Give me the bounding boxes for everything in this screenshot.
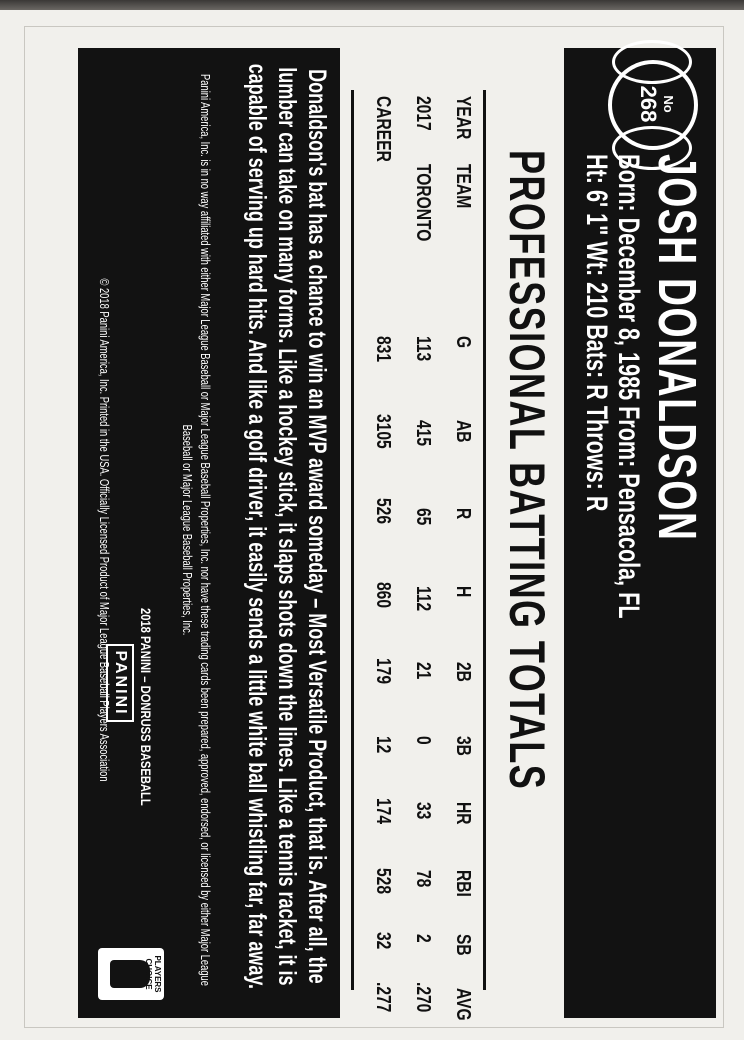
cell-sb: 32 [372, 932, 394, 950]
header-3b: 3B [452, 736, 474, 756]
baseball-icon [608, 60, 698, 150]
cell-sb: 2 [412, 934, 434, 943]
cell-hr: 174 [372, 798, 394, 825]
header-r: R [452, 508, 474, 520]
cell-year: CAREER [372, 96, 394, 162]
stats-row-2017 [402, 96, 442, 1013]
header-g: G [452, 336, 474, 349]
cell-2b: 21 [412, 662, 434, 680]
table-top-rule [483, 90, 486, 990]
ball-seam-left [612, 40, 692, 84]
cell-h: 112 [412, 586, 434, 612]
bio-line-2: Ht: 6' 1" Wt: 210 Bats: R Throws: R [580, 154, 613, 512]
header-year: YEAR [452, 96, 474, 140]
cell-2b: 179 [372, 658, 394, 685]
header-avg: AVG [452, 988, 474, 1021]
card-number-label: No [661, 95, 676, 113]
cell-r: 526 [372, 498, 394, 525]
cell-3b: 0 [412, 736, 434, 745]
header-sb: SB [452, 934, 474, 956]
header-hr: HR [452, 802, 474, 825]
card-number [638, 84, 678, 124]
mlbpa-logo [98, 948, 164, 1000]
cell-ab: 415 [412, 420, 434, 447]
mlbpa-logo-text: PLAYERS CHOICE [144, 955, 162, 993]
legal-disclaimer: Panini America, Inc. is in no way affiliated with either Major League Baseball or Major League Baseball Properties, Inc. nor have these trading cards been prepared, approved, endorsed, or licensed by either Major League Baseball or Major League Baseball Properties, Inc. [180, 74, 213, 986]
section-title: PROFESSIONAL BATTING TOTALS [499, 150, 555, 791]
cell-rbi: 78 [412, 870, 434, 888]
header-2b: 2B [452, 662, 474, 682]
cell-g: 113 [412, 336, 434, 362]
cell-avg: .270 [412, 982, 434, 1013]
copyright-line: © 2018 Panini America, Inc. Printed in the USA. Officially Licensed Product of Major League Baseball Players Association [97, 278, 112, 782]
cell-hr: 33 [412, 802, 434, 820]
header-band [564, 48, 716, 1018]
player-name: JOSH DONALDSON [647, 154, 707, 542]
stats-row-career [362, 96, 402, 1013]
table-bottom-rule [351, 90, 354, 990]
header-h: H [452, 586, 474, 598]
set-name: 2018 PANINI – DONRUSS BASEBALL [138, 608, 154, 806]
card-number-value: 268 [636, 85, 661, 123]
cell-h: 860 [372, 582, 394, 609]
cell-rbi: 528 [372, 868, 394, 895]
cell-3b: 12 [372, 736, 394, 754]
bio-line-1: Born: December 8, 1985 From: Pensacola, FL [612, 154, 645, 619]
cell-year: 2017 [412, 96, 434, 131]
stats-header-row [442, 96, 482, 1021]
cell-g: 831 [372, 336, 394, 363]
header-ab: AB [452, 420, 474, 443]
header-rbi: RBI [452, 870, 474, 897]
header-team: TEAM [452, 164, 474, 209]
cell-avg: .277 [372, 982, 394, 1013]
cell-r: 65 [412, 508, 434, 526]
player-blurb: Donaldson's bat has a chance to win an MVP award someday – Most Versatile Product, that is. After all, the lumber can take on many forms. Like a hockey stick, it slaps shots down the lines. Like a tennis racket, it is capable of serving up hard hits. And like a golf driver, it easily sends a little white ball whistling far, far away. [243, 63, 331, 990]
cell-ab: 3105 [372, 414, 394, 449]
player-bio [580, 154, 644, 619]
blurb-band [78, 48, 340, 1018]
panini-logo: PANINI [106, 644, 134, 722]
cell-team: TORONTO [412, 164, 434, 242]
batting-stats-table [362, 96, 482, 1021]
